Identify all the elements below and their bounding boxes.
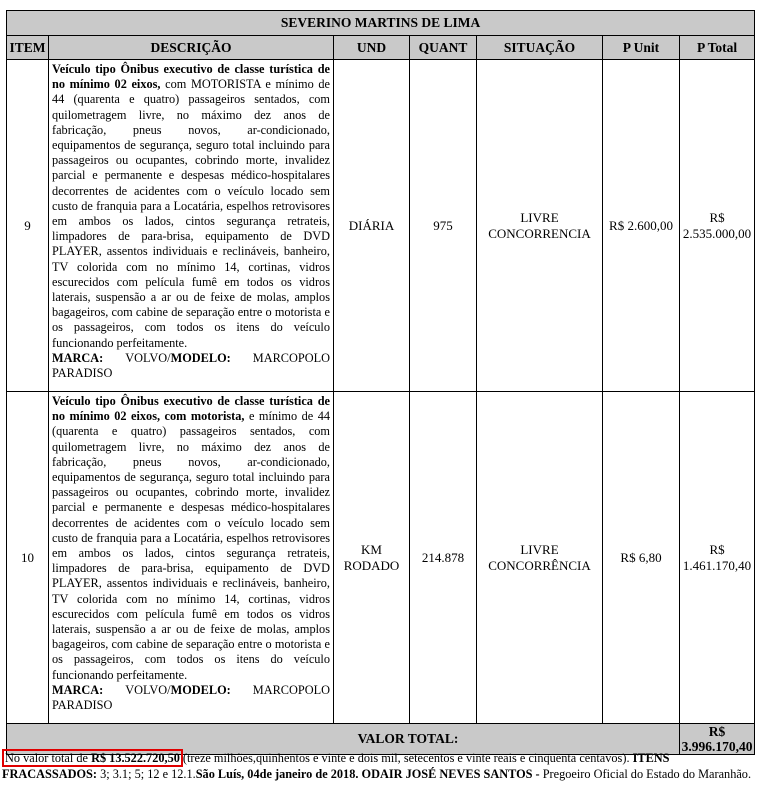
situation-cell: LIVRE CONCORRENCIA	[477, 60, 603, 392]
modelo-value-cont: PARADISO	[52, 698, 113, 713]
unit-cell: DIÁRIA	[334, 60, 410, 392]
modelo-label: MODELO:	[170, 682, 231, 697]
table-row	[7, 60, 755, 392]
total-price-amount: 1.461.170,40	[682, 557, 752, 573]
modelo-label: MODELO:	[170, 350, 231, 365]
marca-value: VOLVO/	[125, 682, 171, 697]
brand-line	[52, 351, 330, 366]
unit-cell: KM RODADO	[334, 392, 410, 724]
highlighted-total	[2, 749, 183, 767]
total-label: VALOR TOTAL:	[7, 724, 680, 755]
description-title: Veículo tipo Ônibus executivo de classe turística de no mínimo 02 eixos,	[52, 62, 330, 92]
total-price-amount: 2.535.000,00	[682, 225, 752, 241]
header-item: ITEM	[7, 36, 49, 60]
total-amount-words: (treze milhões,quinhentos e vinte e dois mil, setecentos e vinte reais e cinquenta centavos).	[182, 751, 630, 765]
total-amount: R$ 13.522.720,50	[91, 751, 180, 765]
unit-price-cell: R$ 6,80	[603, 392, 680, 724]
supplier-title: SEVERINO MARTINS DE LIMA	[7, 11, 755, 36]
table-row	[7, 392, 755, 724]
footer-paragraph	[2, 750, 758, 782]
item-description	[49, 392, 334, 724]
price-table	[6, 10, 755, 755]
total-value-amount: 3.996.170,40	[681, 739, 753, 754]
modelo-value-cont: PARADISO	[52, 366, 113, 381]
total-price-cell	[680, 392, 755, 724]
unit-price-cell: R$ 2.600,00	[603, 60, 680, 392]
quantity-cell: 975	[410, 60, 477, 392]
total-prefix: No valor total de	[5, 751, 92, 765]
item-number: 10	[7, 392, 49, 724]
modelo-value: MARCOPOLO	[252, 350, 330, 365]
total-price-currency: R$	[709, 541, 725, 557]
description-title: Veículo tipo Ônibus executivo de classe turística de no mínimo 02 eixos, com motorista,	[52, 394, 330, 424]
description-body: com MOTORISTA e mínimo de 44 (quarenta e quatro) passageiros sentados, com quilometragem livre, no máximo dez anos de fabricação, pneus novos, ar-condicionado, equipamentos de segurança, seguro total incluindo para passageiros ou ocupantes, cobrindo morte, invalidez parcial e permanente e despesas médico-hospitalares decorrentes de acidentes com o veículo locado sem custo de franquia para a Locatária, espelhos retrovisores em ambos os lados, cintos segurança retrateis, limpadores de para-brisa, equipamento de DVD PLAYER, assentos individuais e reclináveis, banheiro, TV colorida com no mínimo 14, cortinas, vidros escurecidos com película fumê em todos os vidros laterais, suspensão a ar ou de feixe de molas, amplos bagageiros, com cabine de separação entre o motorista e os passageiros, com todos os itens do veículo funcionando perfeitamente.	[52, 77, 330, 350]
header-ptotal: P Total	[680, 36, 755, 60]
situation-cell: LIVRE CONCORRÊNCIA	[477, 392, 603, 724]
quantity-cell: 214.878	[410, 392, 477, 724]
header-descricao: DESCRIÇÃO	[49, 36, 334, 60]
description-body: e mínimo de 44 (quarenta e quatro) passageiros sentados, com quilometragem livre, no máximo dez anos de fabricação, pneus novos, ar-condicionado, equipamentos de segurança, seguro total incluindo para passageiros ou ocupantes, cobrindo morte, invalidez parcial e permanente e despesas médico-hospitalares decorrentes de acidentes com o veículo locado sem custo de franquia para a Locatária, espelhos retrovisores em ambos os lados, cintos segurança retrateis, limpadores de para-brisa, equipamento de DVD PLAYER, assentos individuais e reclináveis, banheiro, TV colorida com no mínimo 14, cortinas, vidros escurecidos com película fumê em todos os vidros laterais, suspensão a ar ou de feixe de molas, amplos bagageiros, com cabine de separação entre o motorista e os passageiros, com todos os itens do veículo funcionando perfeitamente.	[52, 409, 330, 682]
total-value-currency: R$	[708, 724, 726, 739]
header-und: UND	[334, 36, 410, 60]
signer-name: ODAIR JOSÉ NEVES SANTOS -	[358, 767, 540, 781]
header-quant: QUANT	[410, 36, 477, 60]
header-punit: P Unit	[603, 36, 680, 60]
total-price-cell	[680, 60, 755, 392]
marca-label: MARCA:	[52, 682, 104, 697]
brand-line	[52, 683, 330, 698]
item-description	[49, 60, 334, 392]
marca-value: VOLVO/	[125, 350, 171, 365]
failed-items-label: ITENS FRACASSADOS:	[2, 751, 670, 781]
place-date: São Luís, 04de janeiro de 2018.	[195, 767, 359, 781]
marca-label: MARCA:	[52, 350, 104, 365]
header-situacao: SITUAÇÃO	[477, 36, 603, 60]
total-price-currency: R$	[709, 209, 725, 225]
item-number: 9	[7, 60, 49, 392]
failed-items-list: 3; 3.1; 5; 12 e 12.1.	[100, 767, 196, 781]
signer-role: Pregoeiro Oficial do Estado do Maranhão.	[539, 767, 752, 781]
modelo-value: MARCOPOLO	[252, 682, 330, 697]
